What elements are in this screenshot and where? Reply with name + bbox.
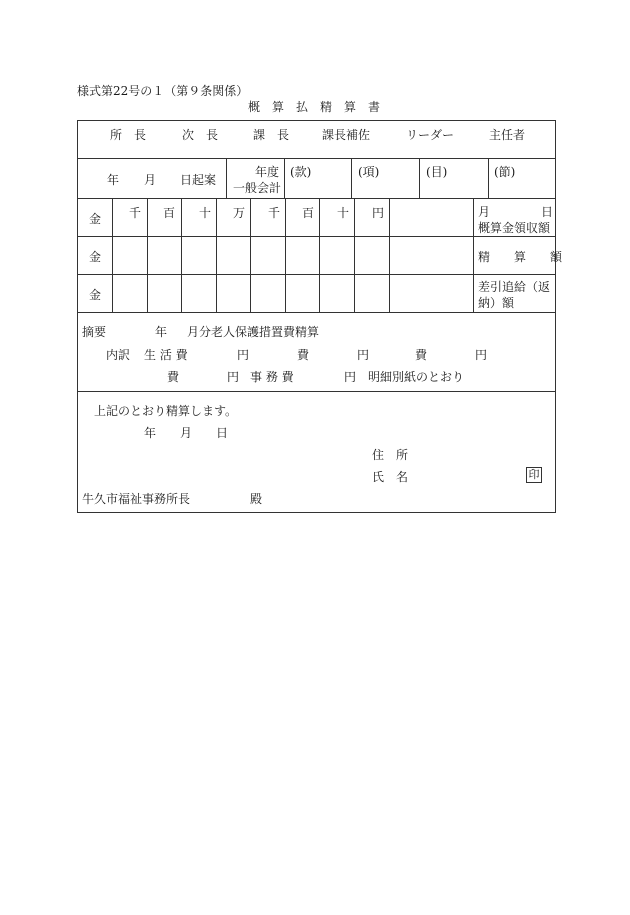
yen-prefix-row1: 金 (89, 212, 102, 226)
unit-ten-man: 十 (199, 206, 212, 220)
honorific: 殿 (250, 492, 263, 506)
name-label: 氏 名 (372, 470, 409, 484)
approver-staff: 主任者 (489, 128, 526, 142)
unit-man: 万 (233, 206, 246, 220)
declaration-month-label: 月 (180, 426, 193, 440)
summary-prefix: 摘要 (82, 325, 107, 339)
living-cost-label: 生 活 費 (144, 348, 188, 362)
yen-prefix-row3: 金 (89, 288, 102, 302)
declaration-day-label: 日 (216, 426, 229, 440)
settlement-form (77, 120, 563, 513)
living-cost-yen: 円 (237, 348, 250, 362)
declaration-statement: 上記のとおり精算します。 (94, 404, 238, 418)
general-account-label: 一般会計 (233, 181, 282, 195)
seal-stamp: 印 (526, 467, 542, 483)
cost-item-2-yen: 円 (475, 348, 488, 362)
draft-year-label: 年 (107, 173, 120, 187)
fiscal-year-label: 年度 (255, 165, 280, 179)
cost-item-1-label: 費 (297, 348, 310, 362)
receipt-month-label: 月 (478, 205, 491, 219)
addressee: 牛久市福祉事務所長 (82, 492, 191, 506)
form-number: 様式第22号の１（第９条関係） (77, 84, 249, 98)
kou-label: (項) (358, 165, 380, 179)
approver-assistant-chief: 課長補佐 (322, 128, 371, 142)
receipt-day-label: 日 (541, 205, 554, 219)
approver-director: 所 長 (110, 128, 147, 142)
unit-hundred: 百 (302, 206, 315, 220)
cost-item-2-label: 費 (415, 348, 428, 362)
unit-yen: 円 (372, 206, 385, 220)
summary-description: 月分老人保護措置費精算 (187, 325, 320, 339)
unit-hundred-man: 百 (163, 206, 176, 220)
breakdown-label: 内訳 (106, 348, 131, 362)
approver-section-chief: 課 長 (253, 128, 290, 142)
admin-cost-yen: 円 (344, 370, 357, 384)
admin-cost-label: 事 務 費 (250, 370, 294, 384)
moku-label: (目) (426, 165, 448, 179)
difference-label-1: 差引追給（返 (478, 280, 551, 294)
unit-thousand-man: 千 (129, 206, 142, 220)
summary-year-label: 年 (155, 325, 168, 339)
approver-deputy-director: 次 長 (182, 128, 219, 142)
unit-thousand: 千 (268, 206, 281, 220)
cost-item-3-label: 費 (167, 370, 180, 384)
detail-note: 明細別紙のとおり (368, 370, 465, 384)
draft-month-label: 月 (144, 173, 157, 187)
advance-received-label: 概算金領収額 (478, 221, 551, 235)
draft-day-label: 日起案 (180, 173, 217, 187)
cost-item-1-yen: 円 (357, 348, 370, 362)
kan-label: (款) (290, 165, 312, 179)
difference-label-2: 納）額 (478, 296, 515, 310)
approver-leader: リーダー (406, 128, 455, 142)
yen-prefix-row2: 金 (89, 250, 102, 264)
declaration-year-label: 年 (144, 426, 157, 440)
settlement-amount-label: 精 算 額 (478, 250, 563, 264)
setsu-label: (節) (494, 165, 516, 179)
unit-ten: 十 (337, 206, 350, 220)
address-label: 住 所 (372, 448, 409, 462)
page-title: 概 算 払 精 算 書 (248, 100, 381, 114)
cost-item-3-yen: 円 (227, 370, 240, 384)
